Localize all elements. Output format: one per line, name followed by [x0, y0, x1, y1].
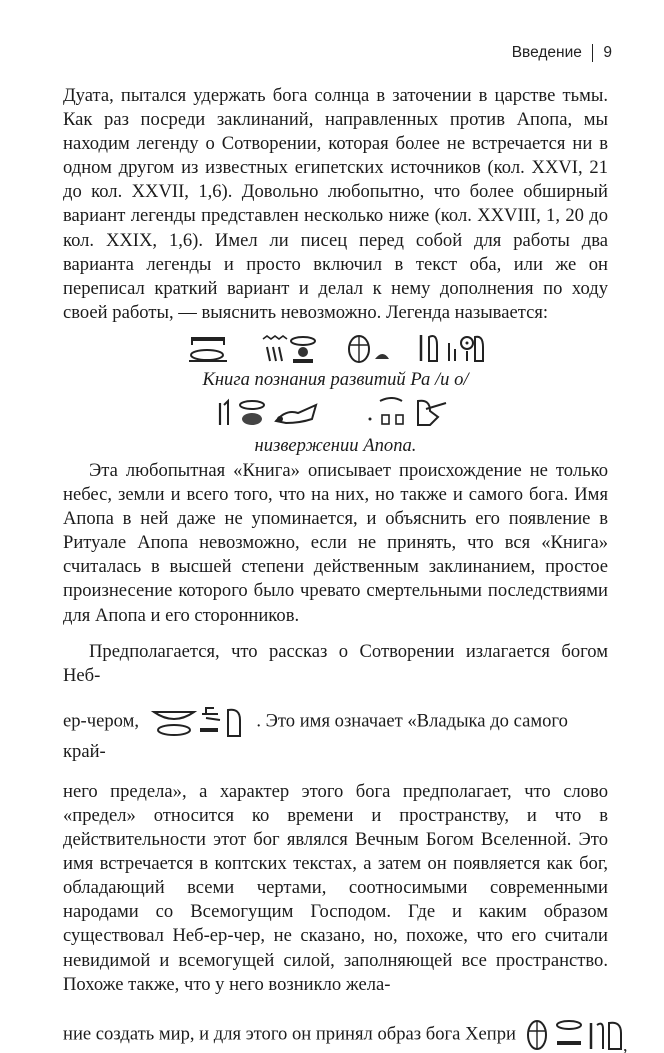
hieroglyph-seated-gods-icon: [415, 331, 485, 365]
paragraph-1: Дуата, пытался удержать бога солнца в заточении в царстве тьмы. Как раз посреди заклинаний, направленных против Апопа, мы находим легенду о Сотворении, которая более не встречается ни в одном другом из известных египетских источников (кол. XXVI, 21 до кол. XXVII, 1,6). Довольно любопытно, что более обширный вариант легенды представлен несколько ниже (кол. XXVIII, 1, 20 до кол. XXIX, 1,6). Имел ли писец перед собой для работы два варианта легенды и просто включил в текст оба, или же он переписал краткий вариант и делал к нему дополнения по ходу своей работы, — выяснить невозможно. Легенда называется:: [63, 85, 608, 323]
hieroglyph-group-1-icon: [187, 335, 233, 365]
paragraph-2: Эта любопытная «Книга» описывает происхождение не только небес, земли и всего того, что на них, но также и самого бога. Имя Апопа в ней даже не упоминается, и объяснить его появление в Ритуале Апопа невозможно, если не принять, что вся «Книга» считалась в высшей степени действенным заклинанием, простое произнесение которого было чревато смертельными последствиями для Апопа и его сторонников.: [63, 459, 608, 626]
hieroglyph-neb-er-cher-icon: [148, 704, 248, 740]
neb-er-cher-name: ер-чером,: [63, 710, 140, 732]
neb-er-cher-meaning: . Это имя означает «Владыка до самого край-: [63, 710, 568, 762]
page-body: [63, 84, 628, 1053]
hieroglyph-khepri-icon: [525, 1017, 629, 1053]
hieroglyph-group-7-icon: [366, 397, 456, 429]
khepri-sentence: ние создать мир, и для этого он принял образ бога Хепри: [63, 1022, 516, 1044]
paragraph-4: него предела», а характер этого бога предполагает, что слово «предел» относится ко времени и пространству, и что в действительности этот бог являлся Вечным Богом Вселенной. Это имя встречается в коптских текстах, а затем он появляется как бог, обладающий всеми чертами, соотносимыми современными народами со Всемогущим Господом. Где и каким образом существовал Неб-ер-чер, не сказано, но, похоже, что его считали невидимой и всемогущей силой, заполняющей все пространство. Похоже также, что у него возникло жела-: [63, 780, 608, 995]
hieroglyph-group-2-icon: [259, 335, 319, 365]
header-divider: [592, 44, 594, 62]
running-header: [512, 44, 612, 62]
hieroglyph-group-6-icon: [216, 397, 326, 429]
caption-overthrow: низвержении Апопа.: [254, 434, 417, 456]
paragraph-3-cont: [63, 704, 608, 764]
page-number: 9: [603, 44, 612, 61]
hieroglyph-title-row-1: [63, 331, 608, 365]
section-title: Введение: [511, 44, 582, 61]
paragraph-5: [63, 1017, 628, 1053]
hieroglyph-title-row-2: [63, 397, 608, 429]
svg-text:,: ,: [622, 1034, 628, 1053]
paragraph-3: Предполагается, что рассказ о Сотворении излагается богом Неб-: [63, 640, 608, 686]
caption-book-title: Книга познания развитий Ра /и о/: [202, 368, 469, 390]
hieroglyph-scarab-icon: [345, 331, 389, 365]
